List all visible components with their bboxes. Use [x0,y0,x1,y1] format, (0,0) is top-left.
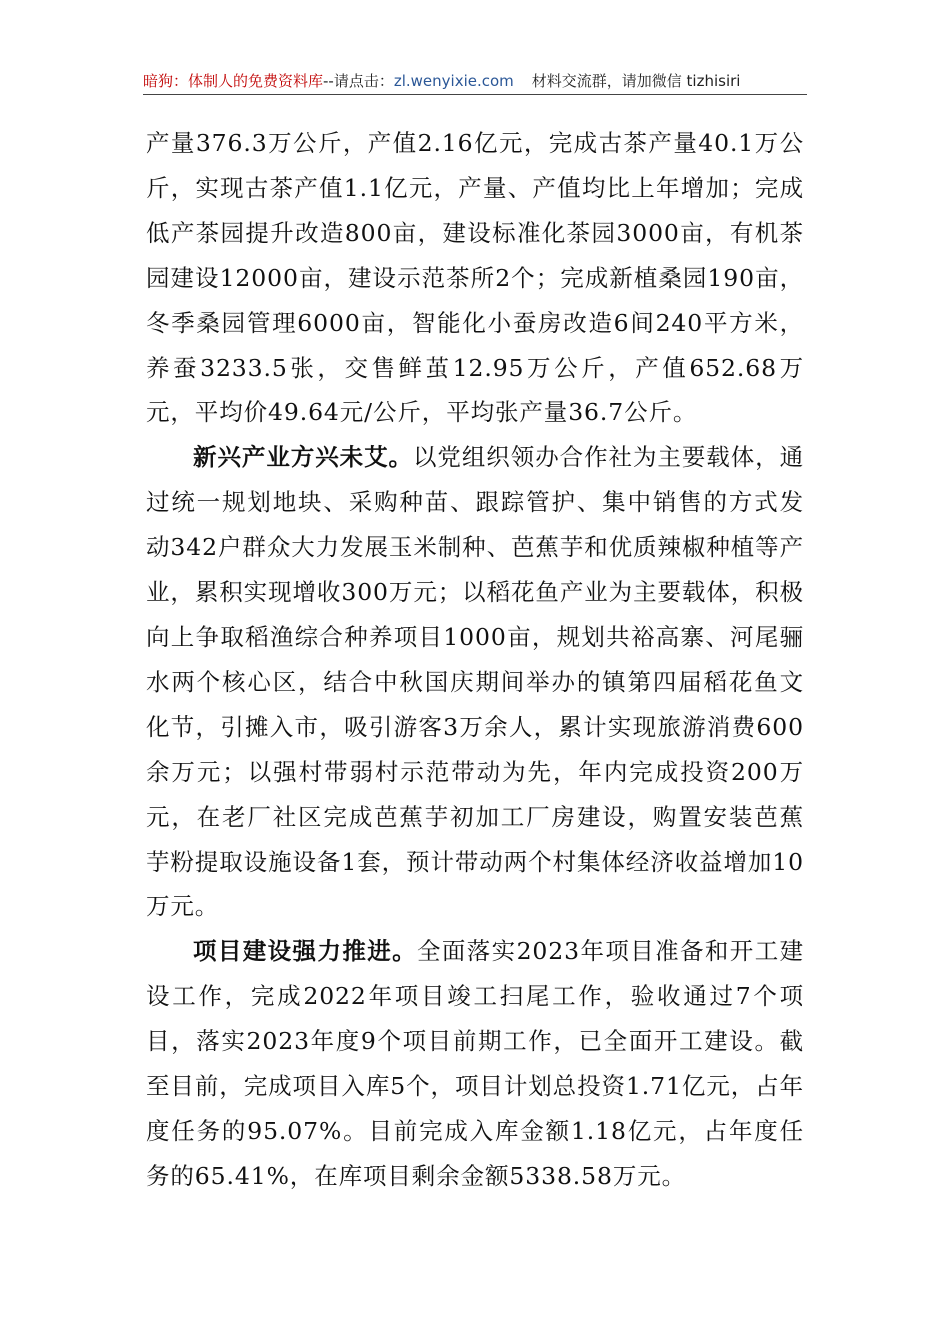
header-prompt: --请点击： [323,72,394,90]
paragraph-text: 全面落实2023年项目准备和开工建设工作，完成2022年项目竣工扫尾工作，验收通过7个项目，落实2023年度9个项目前期工作，已全面开工建设。截至目前，完成项目入库5个，项目计划总投资1.71亿元，占年度任务的95.07%。目前完成入库金额1.18亿元，占年度任务的65.41%，在库项目剩余金额5338.58万元。 [146,937,804,1190]
page-header [143,70,807,95]
paragraph-emerging-industries [146,435,804,929]
paragraph-heading: 新兴产业方兴未艾。 [193,443,413,472]
header-group-note: 材料交流群，请加微信 tizhisiri [531,72,741,90]
paragraph-tea-silk [146,121,804,435]
document-body [146,121,804,1199]
header-brand: 暗狗：体制人的免费资料库 [143,72,324,90]
header-url-link[interactable]: zl.wenyixie.com [393,72,514,90]
paragraph-text: 以党组织领办合作社为主要载体，通过统一规划地块、采购种苗、跟踪管护、集中销售的方式发动342户群众大力发展玉米制种、芭蕉芋和优质辣椒种植等产业，累积实现增收300万元；以稻花鱼产业为主要载体，积极向上争取稻渔综合种养项目1000亩，规划共裕高寨、河尾骊水两个核心区，结合中秋国庆期间举办的镇第四届稻花鱼文化节，引摊入市，吸引游客3万余人，累计实现旅游消费600余万元；以强村带弱村示范带动为先，年内完成投资200万元，在老厂社区完成芭蕉芋初加工厂房建设，购置安装芭蕉芋粉提取设施设备1套，预计带动两个村集体经济收益增加10万元。 [146,443,804,921]
paragraph-text: 产量376.3万公斤，产值2.16亿元，完成古茶产量40.1万公斤，实现古茶产值1.1亿元，产量、产值均比上年增加；完成低产茶园提升改造800亩，建设标准化茶园3000亩，有机茶园建设12000亩，建设示范茶所2个；完成新植桑园190亩，冬季桑园管理6000亩，智能化小蚕房改造6间240平方米，养蚕3233.5张，交售鲜茧12.95万公斤，产值652.68万元，平均价49.64元/公斤，平均张产量36.7公斤。 [146,129,804,427]
paragraph-heading: 项目建设强力推进。 [193,937,418,966]
paragraph-project-construction [146,929,804,1198]
